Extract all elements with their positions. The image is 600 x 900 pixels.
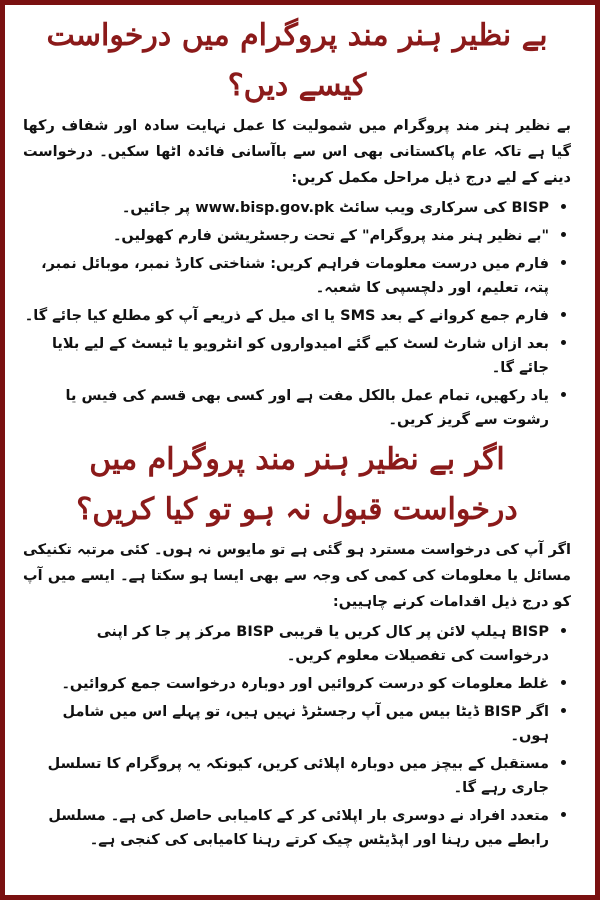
section2-title: اگر بے نظیر ہنر مند پروگرام میں درخواست قبول نہ ہو تو کیا کریں؟ — [76, 442, 518, 527]
section2-intro: اگر آپ کی درخواست مسترد ہو گئی ہے تو مایوس نہ ہوں۔ کئی مرتبہ تکنیکی مسائل یا معلومات کی کمی کی وجہ سے بھی ایسا ہو سکتا ہے۔ ایسے میں آپ کو درج ذیل اقدامات کرنے چاہییں: — [23, 542, 571, 610]
list-item: • فارم میں درست معلومات فراہم کریں: شناختی کارڈ نمبر، موبائل نمبر، پتہ، تعلیم، اور دلچسپی کا شعبہ۔ — [23, 251, 549, 300]
section-how-to-apply — [23, 11, 571, 432]
list-item: • اگر BISP ڈیٹا بیس میں آپ رجسٹرڈ نہیں ہیں، تو پہلے اس میں شامل ہوں۔ — [23, 699, 549, 748]
list-item: • متعدد افراد نے دوسری بار اپلائی کر کے کامیابی حاصل کی ہے۔ مسلسل رابطے میں رہنا اور اپڈیٹس چیک کرتے رہنا کامیابی کی کنجی ہے۔ — [23, 803, 549, 852]
list-item: • مستقبل کے بیچز میں دوبارہ اپلائی کریں، کیونکہ یہ پروگرام کا تسلسل جاری رہے گا۔ — [23, 751, 549, 800]
list-item: • BISP کی سرکاری ویب سائٹ www.bisp.gov.pk پر جائیں۔ — [23, 195, 549, 220]
article-content — [5, 5, 595, 852]
list-item: • فارم جمع کروانے کے بعد SMS یا ای میل کے ذریعے آپ کو مطلع کیا جائے گا۔ — [23, 303, 549, 328]
list-item: • یاد رکھیں، تمام عمل بالکل مفت ہے اور کسی بھی قسم کی فیس یا رشوت سے گریز کریں۔ — [23, 383, 549, 432]
list-item: • "بے نظیر ہنر مند پروگرام" کے تحت رجسٹریشن فارم کھولیں۔ — [23, 223, 549, 248]
section1-steps-list — [23, 195, 571, 432]
list-item: • BISP ہیلپ لائن پر کال کریں یا قریبی BISP مرکز پر جا کر اپنی درخواست کی تفصیلات معلوم کریں۔ — [23, 619, 549, 668]
section1-title: بے نظیر ہنر مند پروگرام میں درخواست کیسے دیں؟ — [46, 18, 548, 103]
list-item: • غلط معلومات کو درست کروائیں اور دوبارہ درخواست جمع کروائیں۔ — [23, 671, 549, 696]
list-item: • بعد ازاں شارٹ لسٹ کیے گئے امیدواروں کو انٹرویو یا ٹیسٹ کے لیے بلایا جائے گا۔ — [23, 331, 549, 380]
section-if-rejected — [23, 435, 571, 852]
section2-steps-list — [23, 619, 571, 852]
section1-intro: بے نظیر ہنر مند پروگرام میں شمولیت کا عمل نہایت سادہ اور شفاف رکھا گیا ہے تاکہ عام پاکستانی بھی اس سے باآسانی فائدہ اٹھا سکیں۔ درخواست دینے کے لیے درج ذیل مراحل مکمل کریں: — [23, 118, 571, 186]
